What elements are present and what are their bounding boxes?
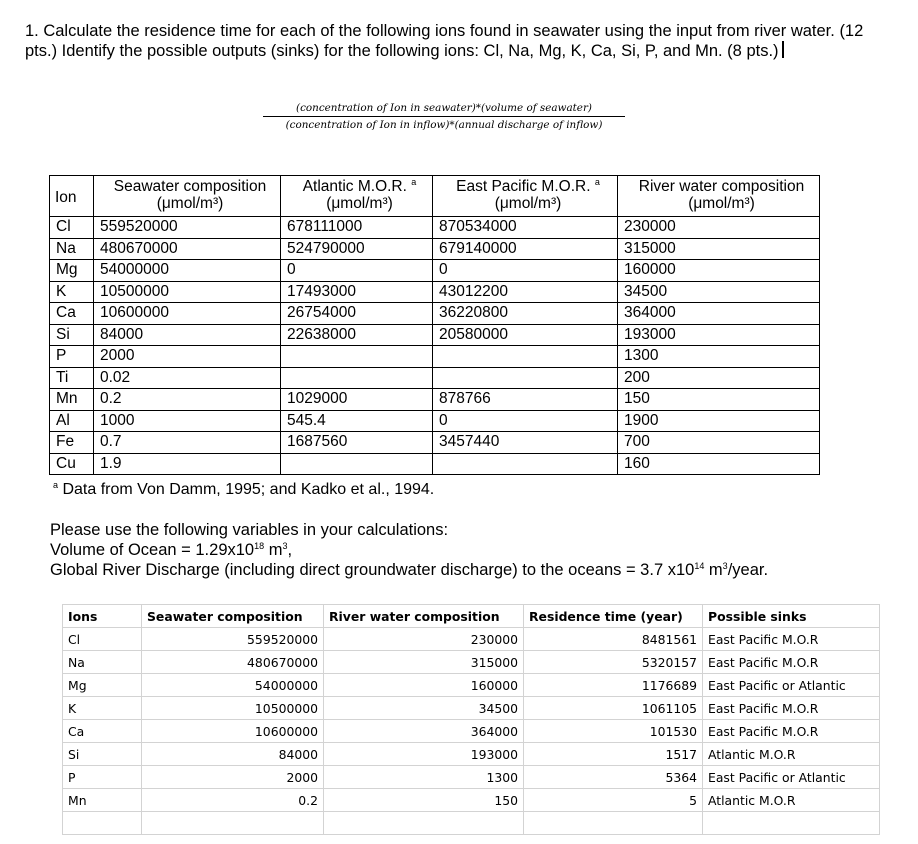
cell-ion: K <box>50 281 94 303</box>
cell-seawater: 480670000 <box>94 238 281 260</box>
cell-sink: Atlantic M.O.R <box>703 789 880 812</box>
table-row <box>50 453 820 474</box>
cell-pacific: 679140000 <box>433 238 618 260</box>
cell-seawater: 10500000 <box>142 697 324 720</box>
cell-ion: Mn <box>50 389 94 411</box>
cell-river: 315000 <box>618 238 820 260</box>
table-row <box>63 789 880 812</box>
cell-seawater: 1000 <box>94 410 281 432</box>
variables-intro: Please use the following variables in your calculations: <box>50 521 449 539</box>
cell-river: 315000 <box>324 651 524 674</box>
cell-residence-time: 5320157 <box>524 651 703 674</box>
table-row <box>50 346 820 368</box>
table-row <box>50 410 820 432</box>
cell-seawater: 2000 <box>142 766 324 789</box>
cell-sink: East Pacific M.O.R <box>703 720 880 743</box>
cell-residence-time: 1061105 <box>524 697 703 720</box>
cell-river: 193000 <box>324 743 524 766</box>
cell-river: 200 <box>618 367 820 389</box>
table2-header-row <box>63 605 880 628</box>
table-row <box>63 651 880 674</box>
header-seawater: Seawater composition (μmol/m³) <box>94 176 281 217</box>
cell-ion: Cl <box>50 217 94 239</box>
cell-ion: Mn <box>63 789 142 812</box>
table-row <box>50 303 820 325</box>
cell-pacific <box>433 346 618 368</box>
cell-river: 1300 <box>324 766 524 789</box>
cell-pacific <box>433 453 618 474</box>
table1-header-row <box>50 176 820 217</box>
cell-atlantic: 22638000 <box>281 324 433 346</box>
table-row <box>63 766 880 789</box>
cell-atlantic <box>281 346 433 368</box>
table-footnote: $^a$ Data from Von Damm, 1995; and Kadko et al., 1994. <box>53 480 435 498</box>
cell-ion: P <box>50 346 94 368</box>
cell-sink: East Pacific M.O.R <box>703 697 880 720</box>
cell-atlantic: 17493000 <box>281 281 433 303</box>
cell-atlantic: 1029000 <box>281 389 433 411</box>
cell-river: 160 <box>618 453 820 474</box>
table-row <box>50 217 820 239</box>
cell-seawater: 0.2 <box>142 789 324 812</box>
cell-residence-time <box>524 812 703 835</box>
question-text <box>25 22 895 61</box>
cell-seawater: 559520000 <box>142 628 324 651</box>
cell-seawater: 84000 <box>94 324 281 346</box>
cell-seawater: 559520000 <box>94 217 281 239</box>
cell-residence-time: 101530 <box>524 720 703 743</box>
cell-residence-time: 5364 <box>524 766 703 789</box>
text-cursor <box>782 41 784 58</box>
table-row <box>63 720 880 743</box>
cell-river: 1300 <box>618 346 820 368</box>
header-ions: Ions <box>63 605 142 628</box>
cell-ion: Ti <box>50 367 94 389</box>
cell-atlantic: 678111000 <box>281 217 433 239</box>
cell-atlantic <box>281 367 433 389</box>
cell-seawater <box>142 812 324 835</box>
cell-seawater: 0.7 <box>94 432 281 454</box>
table-row <box>63 628 880 651</box>
cell-river: 150 <box>618 389 820 411</box>
table-row <box>63 743 880 766</box>
ocean-volume: Volume of Ocean = $1.29x10^{18}$ $m^3$, <box>50 541 293 559</box>
cell-river: 150 <box>324 789 524 812</box>
cell-sink: East Pacific or Atlantic <box>703 766 880 789</box>
header-ion: Ion <box>50 176 94 217</box>
cell-ion: Mg <box>50 260 94 282</box>
table-row <box>50 238 820 260</box>
cell-atlantic: 26754000 <box>281 303 433 325</box>
cell-ion: Al <box>50 410 94 432</box>
cell-pacific: 20580000 <box>433 324 618 346</box>
cell-pacific: 0 <box>433 410 618 432</box>
cell-sink: East Pacific M.O.R <box>703 628 880 651</box>
header-seawater-composition: Seawater composition <box>142 605 324 628</box>
cell-ion: Si <box>50 324 94 346</box>
cell-pacific: 870534000 <box>433 217 618 239</box>
table-row <box>50 281 820 303</box>
cell-seawater: 0.02 <box>94 367 281 389</box>
cell-ion: Fe <box>50 432 94 454</box>
residence-time-table <box>62 604 880 835</box>
cell-ion: Cu <box>50 453 94 474</box>
cell-river: 230000 <box>324 628 524 651</box>
cell-seawater: 10600000 <box>142 720 324 743</box>
cell-atlantic: 1687560 <box>281 432 433 454</box>
cell-residence-time: 8481561 <box>524 628 703 651</box>
formula-numerator: (concentration of Ion in seawater)*(volume of seawater) <box>296 102 592 114</box>
cell-ion: Si <box>63 743 142 766</box>
question-body: 1. Calculate the residence time for each of the following ions found in seawater using the input from river water. (12 pts.) Identify the possible outputs (sinks) for the following ions: Cl, Na, Mg, K, Ca, Si, P, and Mn. (8 pts.) <box>25 22 864 60</box>
cell-ion: Mg <box>63 674 142 697</box>
cell-ion: Ca <box>50 303 94 325</box>
cell-seawater: 480670000 <box>142 651 324 674</box>
header-pacific: East Pacific M.O.R. $^a$ (μmol/m³) <box>433 176 618 217</box>
header-residence-time: Residence time (year) <box>524 605 703 628</box>
header-atlantic: Atlantic M.O.R. $^a$ (μmol/m³) <box>281 176 433 217</box>
cell-seawater: 2000 <box>94 346 281 368</box>
formula-denominator: (concentration of Ion in inflow)*(annual discharge of inflow) <box>263 116 625 131</box>
cell-river: 34500 <box>618 281 820 303</box>
cell-ion: P <box>63 766 142 789</box>
cell-river <box>324 812 524 835</box>
river-discharge: Global River Discharge (including direct groundwater discharge) to the oceans = 3.7 $x10^{14}$ $m^3$/year. <box>50 561 769 579</box>
cell-pacific: 36220800 <box>433 303 618 325</box>
table-row <box>50 324 820 346</box>
cell-sink: Atlantic M.O.R <box>703 743 880 766</box>
table-row <box>50 260 820 282</box>
cell-ion: Cl <box>63 628 142 651</box>
cell-sink: East Pacific M.O.R <box>703 651 880 674</box>
cell-river: 700 <box>618 432 820 454</box>
cell-river: 160000 <box>618 260 820 282</box>
cell-ion <box>63 812 142 835</box>
header-possible-sinks: Possible sinks <box>703 605 880 628</box>
cell-ion: K <box>63 697 142 720</box>
cell-residence-time: 1176689 <box>524 674 703 697</box>
cell-pacific: 3457440 <box>433 432 618 454</box>
cell-river: 34500 <box>324 697 524 720</box>
table-row <box>50 432 820 454</box>
cell-seawater: 1.9 <box>94 453 281 474</box>
ion-composition-table <box>49 175 820 475</box>
cell-seawater: 10500000 <box>94 281 281 303</box>
cell-atlantic: 0 <box>281 260 433 282</box>
cell-river: 364000 <box>618 303 820 325</box>
cell-pacific: 878766 <box>433 389 618 411</box>
header-river-composition: River water composition <box>324 605 524 628</box>
cell-atlantic: 524790000 <box>281 238 433 260</box>
table-row <box>63 674 880 697</box>
table-row <box>63 697 880 720</box>
cell-atlantic <box>281 453 433 474</box>
cell-ion: Ca <box>63 720 142 743</box>
cell-seawater: 84000 <box>142 743 324 766</box>
cell-river: 160000 <box>324 674 524 697</box>
cell-pacific: 43012200 <box>433 281 618 303</box>
cell-residence-time: 1517 <box>524 743 703 766</box>
cell-river: 1900 <box>618 410 820 432</box>
table-row <box>63 812 880 835</box>
cell-seawater: 10600000 <box>94 303 281 325</box>
cell-atlantic: 545.4 <box>281 410 433 432</box>
cell-residence-time: 5 <box>524 789 703 812</box>
table-row <box>50 367 820 389</box>
header-river: River water composition (μmol/m³) <box>618 176 820 217</box>
cell-ion: Na <box>50 238 94 260</box>
cell-pacific <box>433 367 618 389</box>
cell-seawater: 54000000 <box>94 260 281 282</box>
residence-time-formula <box>263 102 625 131</box>
cell-river: 364000 <box>324 720 524 743</box>
cell-sink: East Pacific or Atlantic <box>703 674 880 697</box>
cell-seawater: 54000000 <box>142 674 324 697</box>
cell-river: 230000 <box>618 217 820 239</box>
cell-river: 193000 <box>618 324 820 346</box>
calculation-variables <box>50 520 768 580</box>
table-row <box>50 389 820 411</box>
cell-sink <box>703 812 880 835</box>
cell-ion: Na <box>63 651 142 674</box>
cell-seawater: 0.2 <box>94 389 281 411</box>
cell-pacific: 0 <box>433 260 618 282</box>
